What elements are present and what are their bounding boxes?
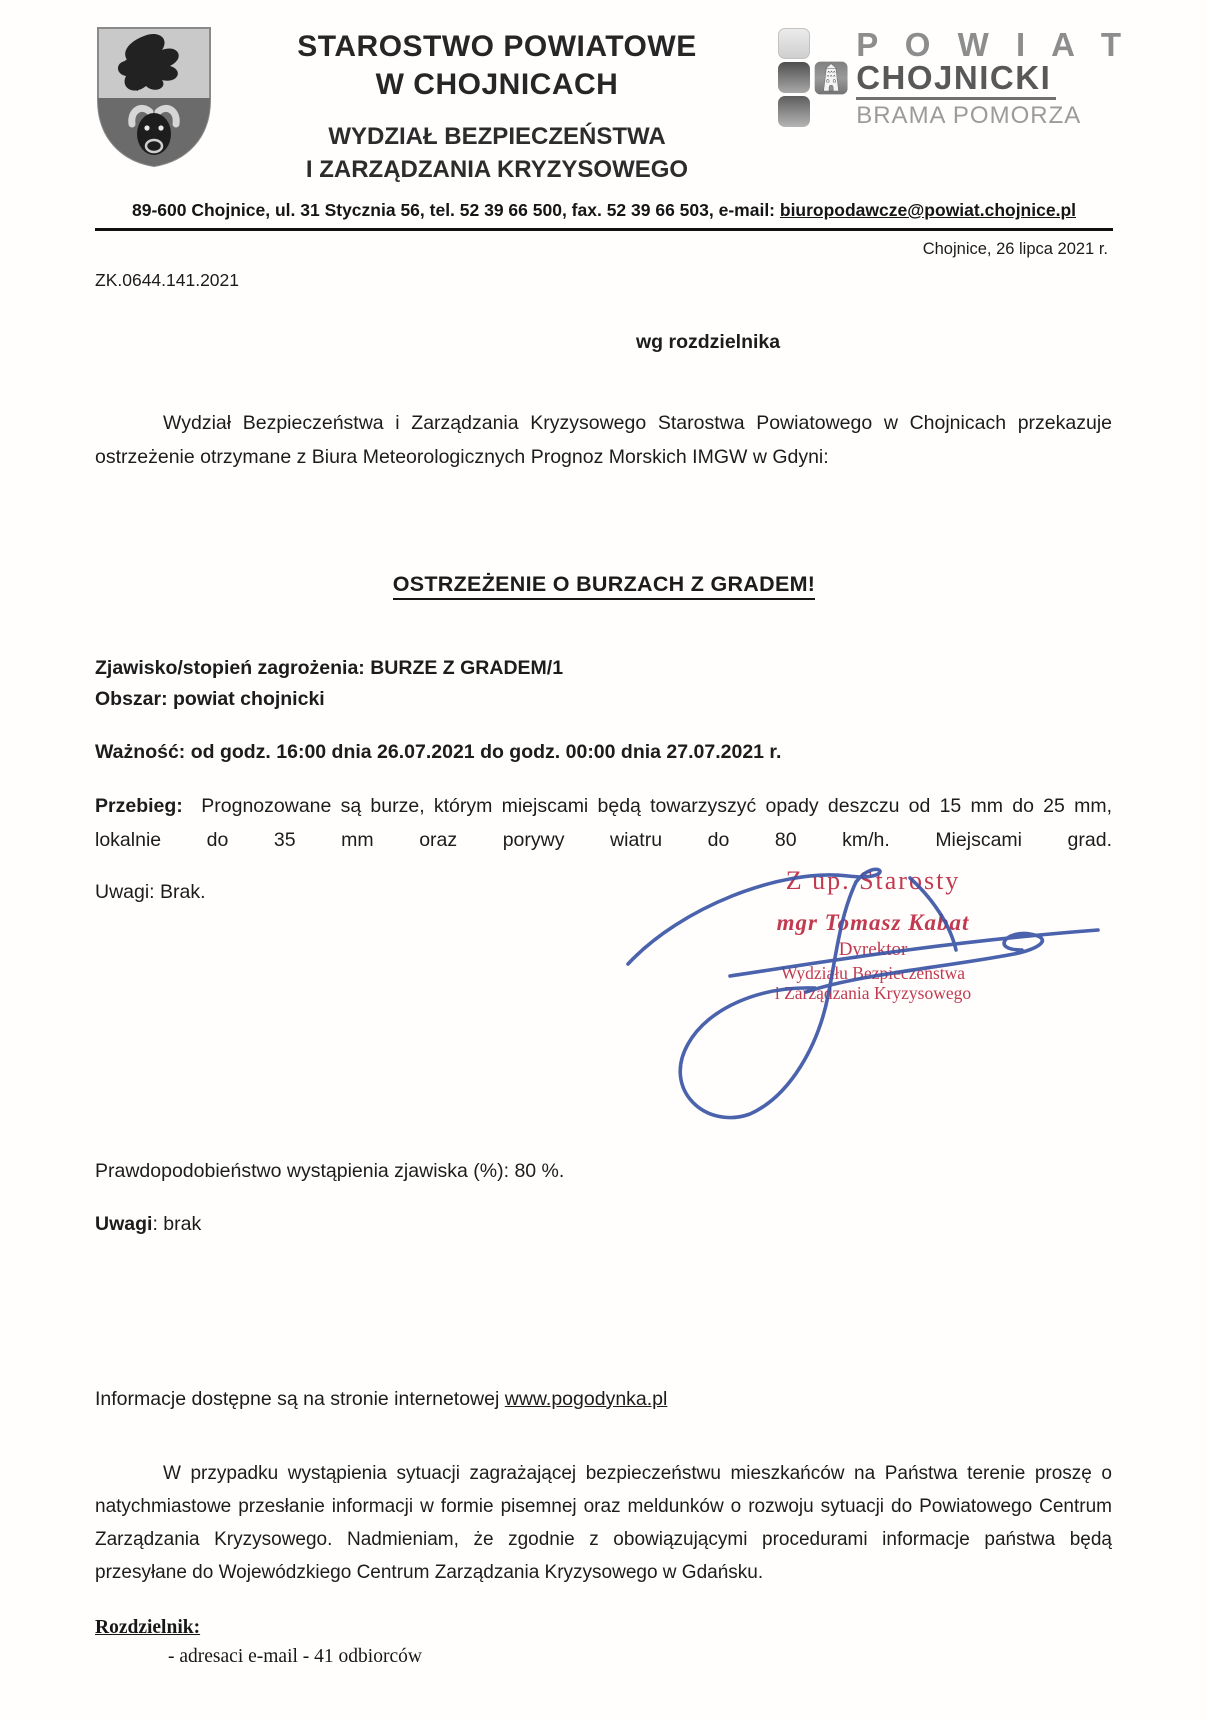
stamp-signer-title: Dyrektor xyxy=(838,939,908,960)
info-line xyxy=(95,1388,1112,1411)
department-name xyxy=(216,120,778,186)
letterhead xyxy=(0,0,1208,186)
date-line: Chojnice, 26 lipca 2021 r. xyxy=(922,240,1108,258)
office-name-line2: W CHOJNICACH xyxy=(375,68,619,101)
course-paragraph xyxy=(95,790,1112,857)
office-name-line1: STAROSTWO POWIATOWE xyxy=(297,30,697,63)
logo-title: P O W I A T xyxy=(856,26,1130,63)
remarks-line-2 xyxy=(95,1213,1112,1236)
closing-paragraph: W przypadku wystąpienia sytuacji zagrażającej bezpieczeństwu mieszkańców na Państwa terenie proszę o natychmiastowe przesłanie informacji w formie pisemnej oraz meldunków o rozwoju sytuacji do Powiatowego Centrum Zarządzania Kryzysowego. Nadmieniam, że zgodnie z obowiązującymi procedurami informacje państwa będą przesyłane do Wojewódzkiego Centrum Zarządzania Kryzysowego w Gdańsku. xyxy=(95,1462,1112,1583)
contact-line-text: 89-600 Chojnice, ul. 31 Stycznia 56, tel. 52 39 66 500, fax. 52 39 66 503, e-mail: xyxy=(132,200,780,220)
coat-of-arms xyxy=(92,24,216,186)
stamp-department-line1: Wydziału Bezpieczeństwa xyxy=(780,963,966,983)
county-logo xyxy=(778,24,1130,186)
stamp-signer-name: mgr Tomasz Kabat xyxy=(776,910,970,935)
intro-paragraph: Wydział Bezpieczeństwa i Zarządzania Kryzysowego Starostwa Powiatowego w Chojnicach przekazuje ostrzeżenie otrzymane z Biura Meteorologicznych Prognoz Morskich IMGW w Gdyni: xyxy=(95,412,1112,468)
distribution-label: Rozdzielnik: xyxy=(95,1616,201,1638)
coat-of-arms-icon xyxy=(92,24,216,170)
area-line: Obszar: powiat chojnicki xyxy=(95,688,325,710)
distribution-item: - adresaci e-mail - 41 odbiorców xyxy=(168,1645,422,1667)
remarks2-label: Uwagi xyxy=(95,1212,153,1235)
warning-title: OSTRZEŻENIE O BURZACH Z GRADEM! xyxy=(0,572,1208,597)
course-label: Przebieg: xyxy=(95,795,183,817)
department-name-line2: I ZARZĄDZANIA KRYZYSOWEGO xyxy=(305,156,689,183)
distribution-note: wg rozdzielnika xyxy=(636,331,781,353)
remarks-line-1: Uwagi: Brak. xyxy=(95,880,206,903)
probability-line: Prawdopodobieństwo wystąpienia zjawiska (%): 80 %. xyxy=(95,1159,565,1182)
remarks2-value: : brak xyxy=(152,1212,202,1235)
logo-tagline: BRAMA POMORZA xyxy=(856,102,1082,129)
pogodynka-link[interactable]: www.pogodynka.pl xyxy=(504,1387,668,1410)
footer-distribution xyxy=(95,1617,1208,1668)
letterhead-titles xyxy=(216,24,778,186)
logo-divider xyxy=(856,97,1056,100)
phenomenon-line: Zjawisko/stopień zagrożenia: BURZE Z GRADEM/1 xyxy=(95,657,564,679)
contact-email-link[interactable]: biuropodawcze@powiat.chojnice.pl xyxy=(779,200,1076,220)
logo-square-icon xyxy=(778,28,810,59)
logo-text xyxy=(856,28,1130,129)
department-name-line1: WYDZIAŁ BEZPIECZEŃSTWA xyxy=(328,123,666,150)
validity-line: Ważność: od godz. 16:00 dnia 26.07.2021 do godz. 00:00 dnia 27.07.2021 r. xyxy=(95,741,782,763)
logo-square-icon xyxy=(778,62,810,93)
logo-subtitle: CHOJNICKI xyxy=(856,59,1052,96)
reference-number: ZK.0644.141.2021 xyxy=(95,270,240,290)
course-text: Prognozowane są burze, którym miejscami będą towarzyszyć opady deszczu od 15 mm do 25 mm, lokalnie do 35 mm oraz porywy wiatru do 80 km/h. Miejscami grad. xyxy=(95,795,1112,851)
logo-square-icon xyxy=(778,96,810,127)
official-stamp xyxy=(642,866,1104,1003)
stamp-authorization: Z up. Starosty xyxy=(785,866,961,895)
stamp-department-line2: i Zarządzania Kryzysowego xyxy=(774,983,972,1003)
gate-tower-icon xyxy=(814,28,848,128)
info-line-text: Informacje dostępne są na stronie internetowej xyxy=(95,1387,505,1410)
logo-squares-icon xyxy=(778,28,810,127)
contact-line xyxy=(95,200,1113,231)
